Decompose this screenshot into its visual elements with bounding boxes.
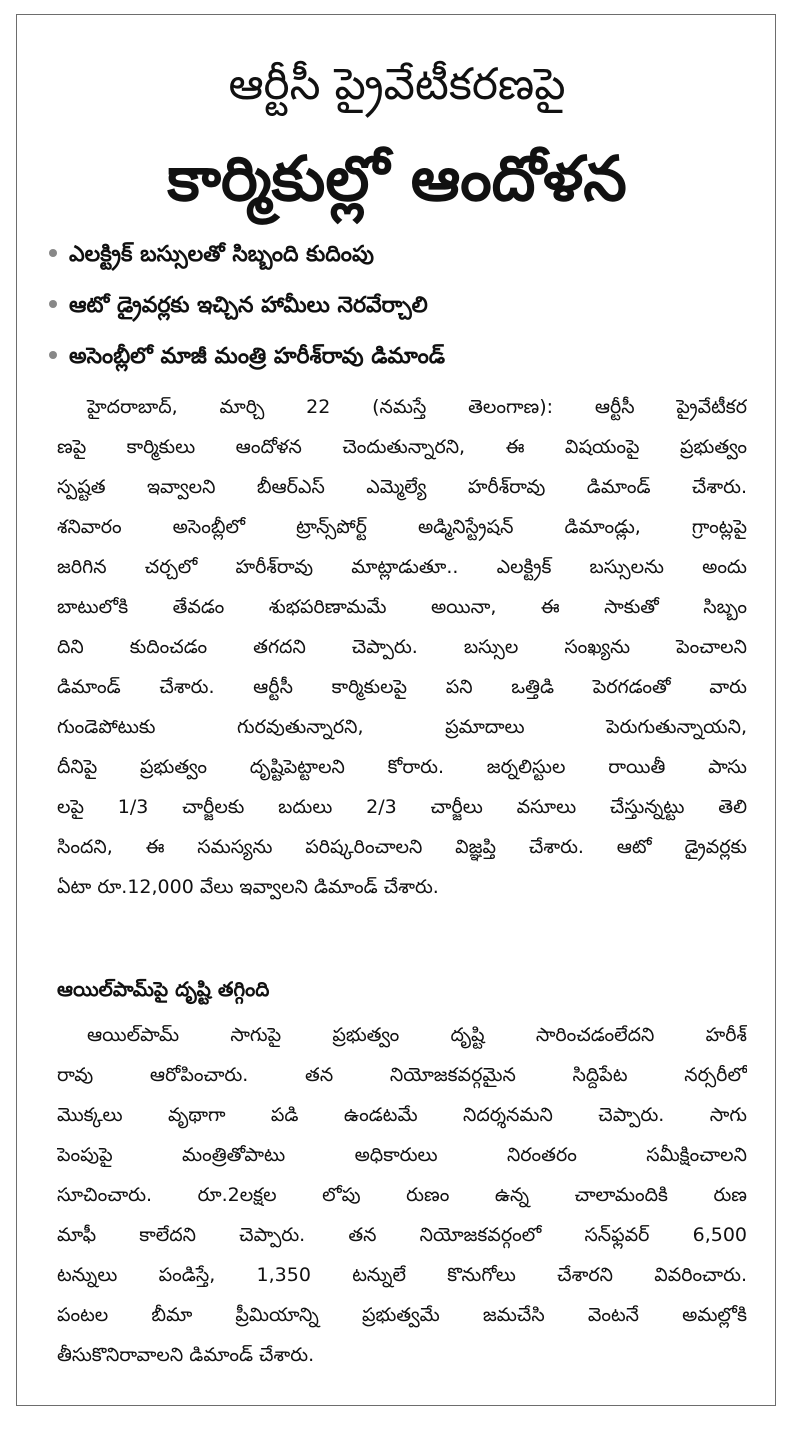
bullet-dot-icon — [49, 249, 57, 257]
bullet-item — [49, 229, 749, 280]
text-line: హైదరాబాద్, మార్చి 22 (నమస్తే తెలంగాణ): ఆర్టీసీ ప్రైవేటీకర — [87, 396, 747, 418]
article-paragraph-2 — [57, 1015, 747, 1375]
newspaper-clipping — [16, 14, 776, 1406]
text-line: బాటులోకి తేవడం శుభపరిణామమే అయినా, ఈ సాకుతో సిబ్బం — [57, 596, 747, 618]
text-line: దిని కుదించడం తగదని చెప్పారు. బస్సుల సంఖ్యను పెంచాలని — [57, 636, 747, 658]
bullet-text: ఆటో డ్రైవర్లకు ఇచ్చిన హామీలు నెరవేర్చాలి — [69, 293, 428, 318]
text-line: రావు ఆరోపించారు. తన నియోజకవర్గమైన సిద్దిపేట నర్సరీలో — [57, 1064, 747, 1086]
text-line: గుండెపోటుకు గురవుతున్నారని, ప్రమాదాలు పెరుగుతున్నాయని, — [57, 716, 747, 738]
text-line: డిమాండ్ చేశారు. ఆర్టీసీ కార్మికులపై పని ఒత్తిడి పెరగడంతో వారు — [57, 676, 747, 698]
section-subheading: ఆయిల్‌పామ్‌పై దృష్టి తగ్గింది — [57, 977, 270, 1001]
text-line: సూచించారు. రూ.2లక్షల లోపు రుణం ఉన్న చాలామందికి రుణ — [57, 1184, 747, 1206]
text-line: శనివారం అసెంబ్లీలో ట్రాన్స్‌పోర్ట్ అడ్మినిస్ట్రేషన్ డిమాండ్లు, గ్రాంట్లపై — [57, 516, 747, 538]
bullet-text: అసెంబ్లీలో మాజీ మంత్రి హరీశ్‌రావు డిమాండ్ — [69, 344, 446, 369]
headline-line-1: ఆర్టీసీ ప్రైవేటీకరణపై — [228, 59, 566, 110]
bullet-dot-icon — [49, 300, 57, 308]
text-line: మాఫీ కాలేదని చెప్పారు. తన నియోజకవర్గంలో సన్‌ఫ్లవర్ 6,500 — [57, 1224, 747, 1246]
bullet-dot-icon — [49, 351, 57, 359]
text-line: టన్నులు పండిస్తే, 1,350 టన్నులే కొనుగోలు చేశారని వివరించారు. — [57, 1264, 747, 1286]
bullet-item — [49, 280, 749, 331]
text-line: స్పష్టత ఇవ్వాలని బీఆర్‌ఎస్ ఎమ్మెల్యే హరీశ్‌రావు డిమాండ్ చేశారు. — [57, 476, 747, 498]
text-line: తీసుకొనిరావాలని డిమాండ్ చేశారు. — [57, 1344, 315, 1366]
text-line: ఆయిల్‌పామ్ సాగుపై ప్రభుత్వం దృష్టి సారించడంలేదని హరీశ్ — [87, 1024, 747, 1046]
text-line: పంటల బీమా ప్రీమియాన్ని ప్రభుత్వమే జమచేసి వెంటనే అమల్లోకి — [57, 1304, 747, 1326]
text-line: మొక్కలు వృథాగా పడి ఉండటమే నిదర్శనమని చెప్పారు. సాగు — [57, 1104, 747, 1126]
headline-line-2: కార్మికుల్లో ఆందోళన — [167, 142, 627, 215]
bullet-text: ఎలక్ట్రిక్ బస్సులతో సిబ్బంది కుదింపు — [69, 242, 374, 267]
text-line: ణపై కార్మికులు ఆందోళన చెందుతున్నారని, ఈ విషయంపై ప్రభుత్వం — [57, 436, 747, 458]
bullet-item — [49, 331, 749, 382]
text-line: జరిగిన చర్చలో హరీశ్‌రావు మాట్లాడుతూ.. ఎలక్ట్రిక్ బస్సులను అందు — [57, 556, 747, 578]
text-line: సిందని, ఈ సమస్యను పరిష్కరించాలని విజ్ఞప్తి చేశారు. ఆటో డ్రైవర్లకు — [57, 836, 747, 858]
text-line: దీనిపై ప్రభుత్వం దృష్టిపెట్టాలని కోరారు. జర్నలిస్టుల రాయితీ పాసు — [57, 756, 747, 778]
text-line: పెంపుపై మంత్రితోపాటు అధికారులు నిరంతరం సమీక్షించాలని — [57, 1144, 747, 1166]
text-line: లపై 1/3 చార్జీలకు బదులు 2/3 చార్జీలు వసూలు చేస్తున్నట్టు తెలి — [57, 796, 747, 818]
article-paragraph-1 — [57, 387, 747, 907]
highlight-bullets — [49, 229, 749, 382]
text-line: ఏటా రూ.12,000 వేలు ఇవ్వాలని డిమాండ్ చేశారు. — [57, 876, 439, 898]
